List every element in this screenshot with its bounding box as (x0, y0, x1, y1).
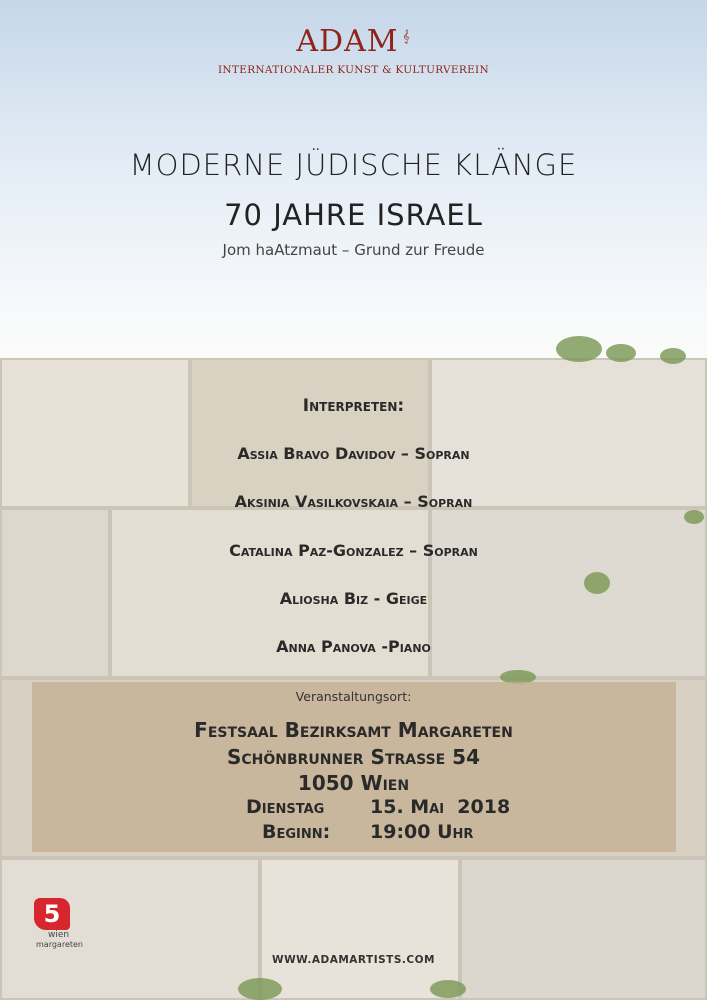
district-number-badge: 5 (34, 898, 70, 930)
district-logo-text: wien (48, 930, 70, 940)
venue-street: Schönbrunner Strasse 54 (226, 745, 481, 769)
treble-clef-icon: 𝄞 (402, 29, 411, 43)
day-label: Dienstag (246, 796, 325, 818)
adam-logo (0, 24, 707, 59)
plant (684, 510, 704, 524)
venue-city: 1050 Wien (297, 771, 410, 795)
performers-heading: Interpreten: (302, 396, 405, 416)
performer-item: Anna Panova -Piano (276, 637, 431, 656)
start-time: 19:00 Uhr (370, 821, 474, 843)
event-title-line1: MODERNE JÜDISCHE KLÄNGE (129, 148, 578, 182)
logo-subtitle: INTERNATIONALER KUNST & KULTURVEREIN (217, 64, 489, 76)
event-subtitle: Jom haAtzmaut – Grund zur Freude (222, 241, 485, 259)
plant (430, 980, 466, 998)
performer-item: Assia Bravo Davidov – Sopran (237, 444, 470, 463)
stone-block (430, 358, 707, 508)
stone-block (190, 358, 430, 508)
plant (556, 336, 602, 362)
plant (606, 344, 636, 362)
district-logo-subtext: margareten (36, 940, 83, 949)
performer-item: Catalina Paz-Gonzalez – Sopran (229, 541, 478, 560)
performer-item: Aliosha Biz - Geige (279, 589, 428, 608)
wien-margareten-logo (30, 898, 83, 950)
plant (660, 348, 686, 364)
event-title-line2: 70 JAHRE ISRAEL (224, 198, 483, 232)
start-label: Beginn: (262, 821, 331, 843)
stone-block (0, 358, 190, 508)
stone-block (260, 858, 460, 1000)
website-link[interactable]: WWW.ADAMARTISTS.COM (272, 954, 435, 966)
venue-label: Veranstaltungsort: (295, 689, 412, 704)
stone-block (460, 858, 707, 1000)
plant (238, 978, 282, 1000)
venue-name: Festsaal Bezirksamt Margareten (194, 718, 513, 742)
performer-item: Aksinia Vasilkovskaia – Sopran (234, 492, 473, 511)
event-date: 15. Mai 2018 (370, 796, 511, 818)
logo-name: ADAM (296, 24, 399, 59)
